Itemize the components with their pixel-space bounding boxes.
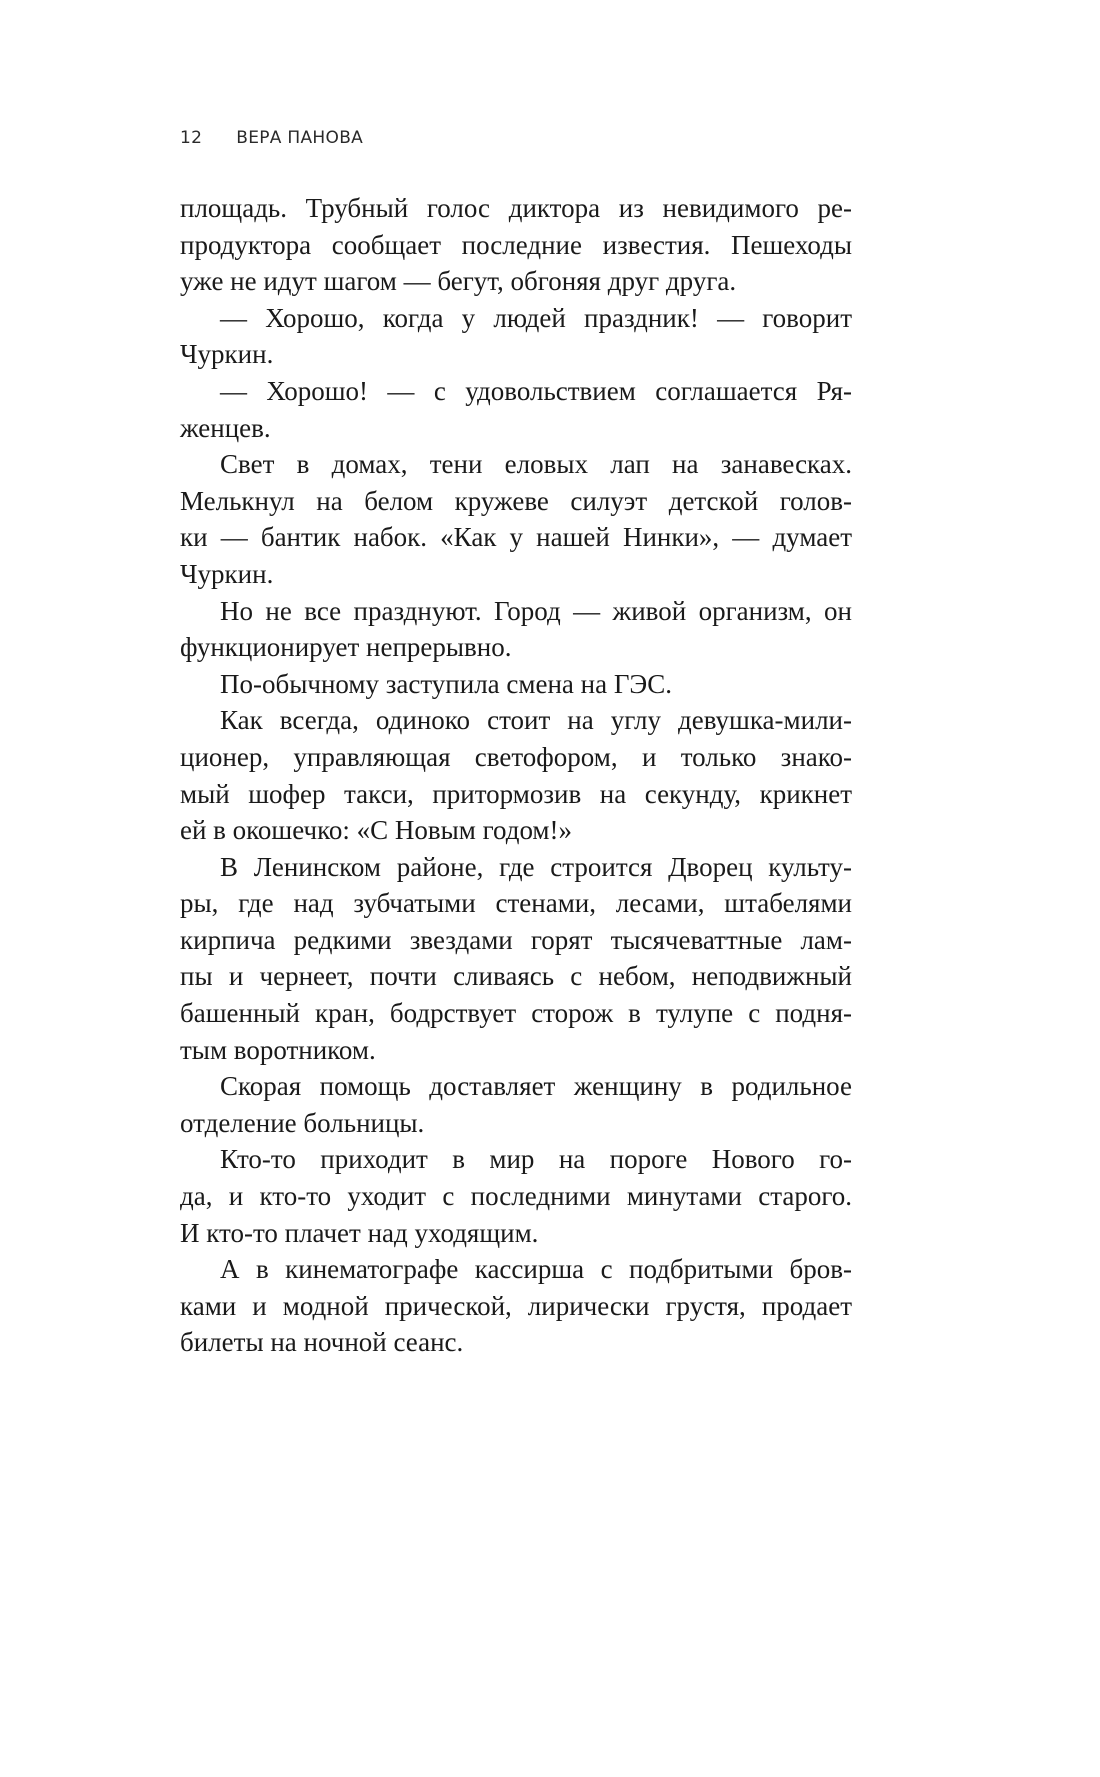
text-line: кирпича редкими звездами горят тысячеваттные лам- [180,924,852,955]
text-line: Чуркин. [180,339,274,370]
text-line: ей в окошечко: «С Новым годом!» [180,815,573,846]
text-line: ки — бантик набок. «Как у нашей Нинки», — думает [180,522,852,553]
text-line: отделение больницы. [180,1107,425,1138]
text-line: — Хорошо! — с удовольствием соглашается Ря- [220,375,852,406]
text-line: продуктора сообщает последние известия. Пешеходы [180,229,852,260]
text-line: тым воротником. [180,1034,376,1065]
text-line: площадь. Трубный голос диктора из невидимого ре- [180,193,852,223]
running-header [180,128,363,148]
text-line: В Ленинском районе, где строится Дворец культу- [220,851,852,882]
text-line: Кто-то приходит в мир на пороге Нового го- [220,1144,852,1175]
text-line: женцев. [180,412,271,443]
text-line: пы и чернеет, почти сливаясь с небом, неподвижный [180,961,852,992]
text-line: мый шофер такси, притормозив на секунду, крикнет [180,778,852,809]
text-line: ками и модной прической, лирически грустя, продает [180,1290,852,1321]
text-line: А в кинематографе кассирша с подбритыми бров- [220,1254,852,1285]
text-line: По-обычному заступила смена на ГЭС. [220,668,673,699]
text-line: Но не все празднуют. Город — живой организм, он [220,595,852,626]
text-line: Чуркин. [180,558,274,589]
text-line: — Хорошо, когда у людей праздник! — говорит [220,302,852,333]
text-line: да, и кто-то уходит с последними минутами старого. [180,1181,852,1212]
text-line: ционер, управляющая светофором, и только знако- [180,741,852,772]
text-line: Мелькнул на белом кружеве силуэт детской голов- [180,485,852,516]
text-line: Как всегда, одиноко стоит на углу девушка-мили- [220,705,852,736]
text-line: ры, где над зубчатыми стенами, лесами, штабелями [180,888,852,919]
text-line: Свет в домах, тени еловых лап на занавесках. [220,449,852,480]
body-text [180,190,852,1361]
author-name: ВЕРА ПАНОВА [236,128,364,148]
page-number: 12 [180,128,203,148]
text-line: Скорая помощь доставляет женщину в родильное [220,1071,852,1102]
text-line: функционирует непрерывно. [180,632,512,663]
text-line: И кто-то плачет над уходящим. [180,1217,539,1248]
text-line: башенный кран, бодрствует сторож в тулупе с подня- [180,998,852,1029]
text-line: билеты на ночной сеанс. [180,1327,464,1358]
text-line: уже не идут шагом — бегут, обгоняя друг друга. [180,266,737,297]
